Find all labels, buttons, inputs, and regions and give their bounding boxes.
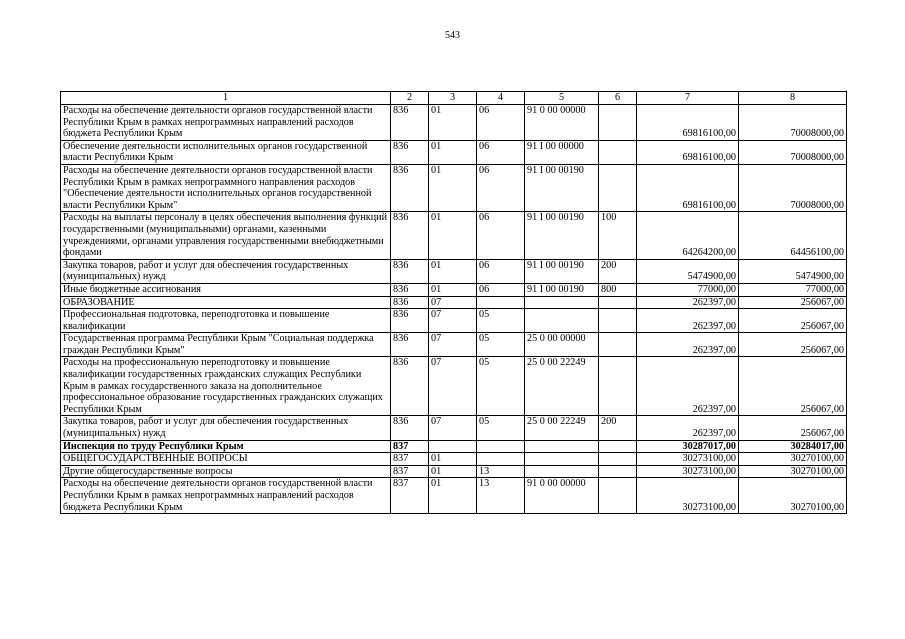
expense-type-code bbox=[599, 453, 637, 466]
subsection-code bbox=[477, 453, 525, 466]
ministry-code: 836 bbox=[391, 283, 429, 296]
target-article-code bbox=[525, 465, 599, 478]
subsection-code: 06 bbox=[477, 164, 525, 211]
subsection-code: 06 bbox=[477, 283, 525, 296]
table-header-row bbox=[61, 92, 847, 105]
expense-type-code bbox=[599, 440, 637, 453]
subsection-code: 05 bbox=[477, 416, 525, 440]
target-article-code bbox=[525, 440, 599, 453]
amount-year-2: 5474900,00 bbox=[739, 259, 847, 283]
expense-type-code bbox=[599, 164, 637, 211]
amount-year-2: 77000,00 bbox=[739, 283, 847, 296]
amount-year-1: 5474900,00 bbox=[637, 259, 739, 283]
table-row bbox=[61, 465, 847, 478]
expense-type-code bbox=[599, 333, 637, 357]
expense-item-name: Закупка товаров, работ и услуг для обеспечения государственных (муниципальных) нужд bbox=[61, 259, 391, 283]
column-header: 3 bbox=[429, 92, 477, 105]
expense-item-name: Обеспечение деятельности исполнительных органов государственной власти Республики Крым bbox=[61, 140, 391, 164]
expense-item-name: Расходы на выплаты персоналу в целях обеспечения выполнения функций государственными (муниципальными) органами, казенными учреждениями, органами управления государственными внебюджетными фондами bbox=[61, 212, 391, 259]
ministry-code: 836 bbox=[391, 259, 429, 283]
amount-year-1: 30273100,00 bbox=[637, 478, 739, 514]
amount-year-2: 256067,00 bbox=[739, 309, 847, 333]
column-header: 1 bbox=[61, 92, 391, 105]
section-code: 01 bbox=[429, 140, 477, 164]
amount-year-1: 77000,00 bbox=[637, 283, 739, 296]
ministry-code: 836 bbox=[391, 212, 429, 259]
column-header: 8 bbox=[739, 92, 847, 105]
table-row bbox=[61, 212, 847, 259]
table-row bbox=[61, 416, 847, 440]
column-header: 5 bbox=[525, 92, 599, 105]
amount-year-2: 256067,00 bbox=[739, 416, 847, 440]
subsection-code: 13 bbox=[477, 478, 525, 514]
ministry-code: 837 bbox=[391, 465, 429, 478]
amount-year-2: 64456100,00 bbox=[739, 212, 847, 259]
expense-type-code bbox=[599, 309, 637, 333]
target-article-code: 91 I 00 00190 bbox=[525, 164, 599, 211]
subsection-code: 06 bbox=[477, 140, 525, 164]
table-row bbox=[61, 453, 847, 466]
amount-year-2: 30270100,00 bbox=[739, 465, 847, 478]
page-number: 543 bbox=[445, 30, 460, 41]
expense-item-name: ОБРАЗОВАНИЕ bbox=[61, 296, 391, 309]
target-article-code bbox=[525, 296, 599, 309]
ministry-code: 837 bbox=[391, 440, 429, 453]
expense-item-name: Расходы на обеспечение деятельности органов государственной власти Республики Крым в рамках непрограммных направлений расходов бюджета Республики Крым bbox=[61, 478, 391, 514]
table-row bbox=[61, 309, 847, 333]
section-code: 01 bbox=[429, 259, 477, 283]
section-code: 07 bbox=[429, 296, 477, 309]
expense-item-name: Иные бюджетные ассигнования bbox=[61, 283, 391, 296]
expense-item-name: Государственная программа Республики Крым "Социальная поддержка граждан Республики Крым" bbox=[61, 333, 391, 357]
amount-year-2: 30270100,00 bbox=[739, 478, 847, 514]
amount-year-2: 30270100,00 bbox=[739, 453, 847, 466]
amount-year-1: 30273100,00 bbox=[637, 465, 739, 478]
target-article-code bbox=[525, 453, 599, 466]
expense-item-name: Инспекция по труду Республики Крым bbox=[61, 440, 391, 453]
target-article-code: 91 I 00 00190 bbox=[525, 259, 599, 283]
subsection-code: 05 bbox=[477, 309, 525, 333]
ministry-code: 837 bbox=[391, 453, 429, 466]
amount-year-2: 70008000,00 bbox=[739, 164, 847, 211]
expense-type-code bbox=[599, 105, 637, 141]
amount-year-2: 256067,00 bbox=[739, 357, 847, 416]
expense-type-code bbox=[599, 140, 637, 164]
amount-year-1: 30287017,00 bbox=[637, 440, 739, 453]
expense-item-name: Другие общегосударственные вопросы bbox=[61, 465, 391, 478]
column-header: 6 bbox=[599, 92, 637, 105]
target-article-code: 25 0 00 22249 bbox=[525, 416, 599, 440]
section-code: 07 bbox=[429, 357, 477, 416]
amount-year-2: 256067,00 bbox=[739, 296, 847, 309]
amount-year-1: 262397,00 bbox=[637, 309, 739, 333]
section-code: 01 bbox=[429, 465, 477, 478]
section-code: 01 bbox=[429, 212, 477, 259]
amount-year-1: 64264200,00 bbox=[637, 212, 739, 259]
section-code: 07 bbox=[429, 333, 477, 357]
table-row bbox=[61, 440, 847, 453]
section-code: 07 bbox=[429, 309, 477, 333]
target-article-code: 91 0 00 00000 bbox=[525, 105, 599, 141]
expense-type-code: 200 bbox=[599, 416, 637, 440]
expense-item-name: Расходы на обеспечение деятельности органов государственной власти Республики Крым в рамках непрограммного направления расходов "Обеспечение деятельности исполнительных органов государственной власти Республики Крым" bbox=[61, 164, 391, 211]
section-code: 01 bbox=[429, 478, 477, 514]
section-code: 01 bbox=[429, 105, 477, 141]
subsection-code: 06 bbox=[477, 105, 525, 141]
ministry-code: 836 bbox=[391, 416, 429, 440]
subsection-code: 05 bbox=[477, 357, 525, 416]
expense-type-code: 200 bbox=[599, 259, 637, 283]
section-code: 07 bbox=[429, 416, 477, 440]
amount-year-2: 30284017,00 bbox=[739, 440, 847, 453]
ministry-code: 836 bbox=[391, 140, 429, 164]
subsection-code bbox=[477, 296, 525, 309]
target-article-code: 25 0 00 00000 bbox=[525, 333, 599, 357]
subsection-code bbox=[477, 440, 525, 453]
section-code: 01 bbox=[429, 453, 477, 466]
table-row bbox=[61, 105, 847, 141]
amount-year-1: 69816100,00 bbox=[637, 140, 739, 164]
table-row bbox=[61, 296, 847, 309]
target-article-code: 91 I 00 00190 bbox=[525, 283, 599, 296]
ministry-code: 837 bbox=[391, 478, 429, 514]
target-article-code: 91 0 00 00000 bbox=[525, 478, 599, 514]
expense-type-code bbox=[599, 357, 637, 416]
expense-item-name: Закупка товаров, работ и услуг для обеспечения государственных (муниципальных) нужд bbox=[61, 416, 391, 440]
subsection-code: 06 bbox=[477, 212, 525, 259]
column-header: 4 bbox=[477, 92, 525, 105]
amount-year-2: 70008000,00 bbox=[739, 140, 847, 164]
amount-year-1: 262397,00 bbox=[637, 416, 739, 440]
expense-type-code bbox=[599, 478, 637, 514]
amount-year-2: 256067,00 bbox=[739, 333, 847, 357]
expense-item-name: Расходы на обеспечение деятельности органов государственной власти Республики Крым в рамках непрограммных направлений расходов бюджета Республики Крым bbox=[61, 105, 391, 141]
amount-year-1: 262397,00 bbox=[637, 296, 739, 309]
amount-year-1: 262397,00 bbox=[637, 357, 739, 416]
amount-year-1: 262397,00 bbox=[637, 333, 739, 357]
expense-type-code bbox=[599, 465, 637, 478]
ministry-code: 836 bbox=[391, 333, 429, 357]
amount-year-2: 70008000,00 bbox=[739, 105, 847, 141]
expense-item-name: Расходы на профессиональную переподготовку и повышение квалификации государственных гражданских служащих Республики Крым в рамках государственного заказа на дополнительное профессиональное образование государственных гражданских служащих Республики Крым bbox=[61, 357, 391, 416]
column-header: 2 bbox=[391, 92, 429, 105]
ministry-code: 836 bbox=[391, 296, 429, 309]
amount-year-1: 69816100,00 bbox=[637, 164, 739, 211]
subsection-code: 05 bbox=[477, 333, 525, 357]
target-article-code: 91 I 00 00000 bbox=[525, 140, 599, 164]
table-row bbox=[61, 357, 847, 416]
budget-table bbox=[60, 91, 847, 514]
expense-item-name: Профессиональная подготовка, переподготовка и повышение квалификации bbox=[61, 309, 391, 333]
section-code: 01 bbox=[429, 283, 477, 296]
ministry-code: 836 bbox=[391, 309, 429, 333]
expense-type-code: 100 bbox=[599, 212, 637, 259]
ministry-code: 836 bbox=[391, 105, 429, 141]
column-header: 7 bbox=[637, 92, 739, 105]
amount-year-1: 30273100,00 bbox=[637, 453, 739, 466]
table-row bbox=[61, 478, 847, 514]
expense-type-code bbox=[599, 296, 637, 309]
table-row bbox=[61, 283, 847, 296]
ministry-code: 836 bbox=[391, 164, 429, 211]
expense-type-code: 800 bbox=[599, 283, 637, 296]
expense-item-name: ОБЩЕГОСУДАРСТВЕННЫЕ ВОПРОСЫ bbox=[61, 453, 391, 466]
section-code: 01 bbox=[429, 164, 477, 211]
target-article-code: 25 0 00 22249 bbox=[525, 357, 599, 416]
target-article-code bbox=[525, 309, 599, 333]
amount-year-1: 69816100,00 bbox=[637, 105, 739, 141]
subsection-code: 06 bbox=[477, 259, 525, 283]
ministry-code: 836 bbox=[391, 357, 429, 416]
subsection-code: 13 bbox=[477, 465, 525, 478]
table-row bbox=[61, 259, 847, 283]
target-article-code: 91 I 00 00190 bbox=[525, 212, 599, 259]
table-row bbox=[61, 333, 847, 357]
table-row bbox=[61, 140, 847, 164]
section-code bbox=[429, 440, 477, 453]
table-row bbox=[61, 164, 847, 211]
